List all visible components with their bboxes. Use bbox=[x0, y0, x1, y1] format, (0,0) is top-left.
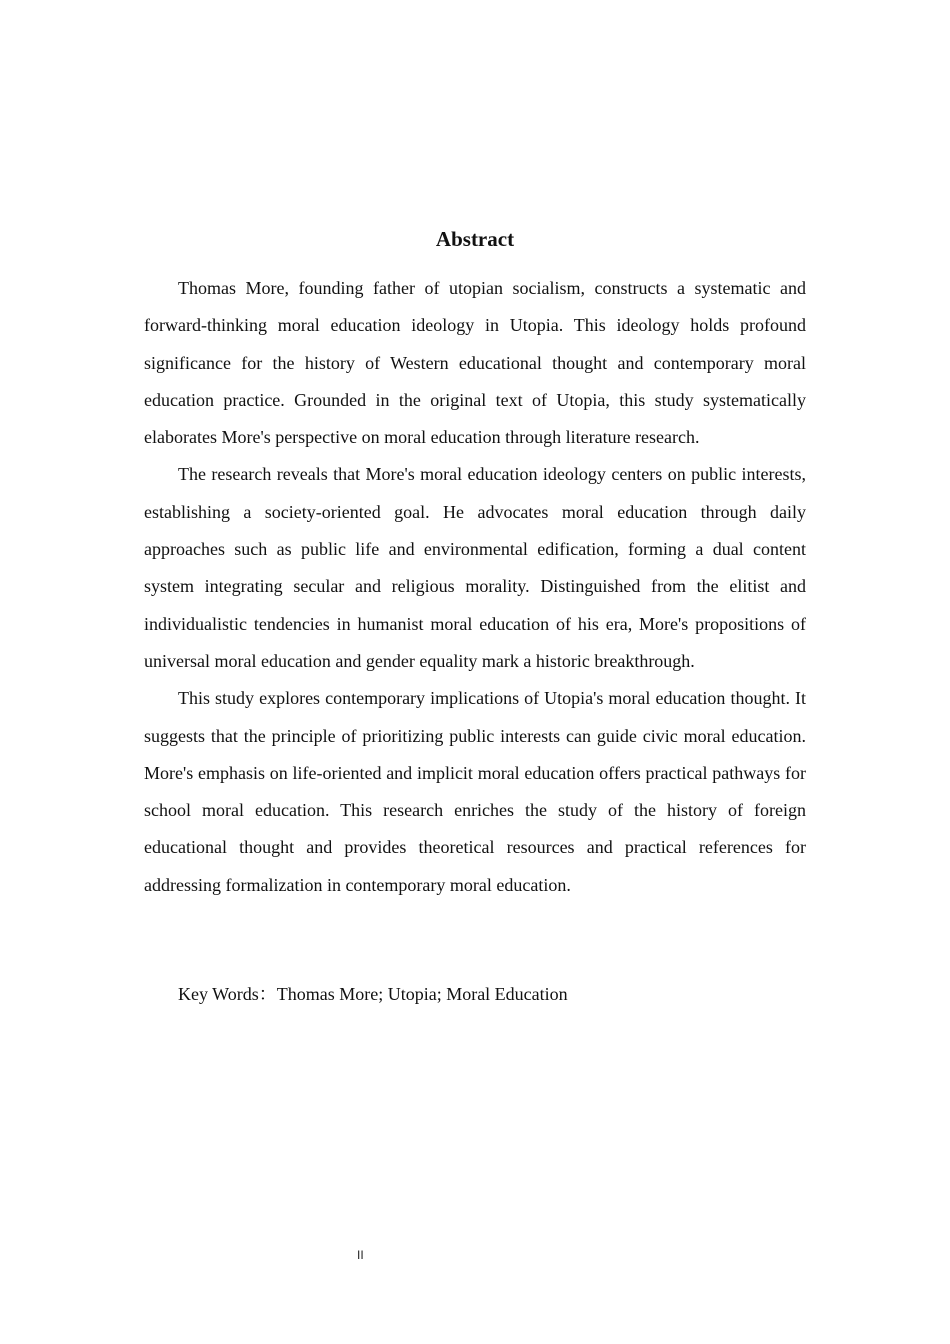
page-number: II bbox=[357, 1248, 364, 1262]
abstract-paragraph-3: This study explores contemporary implications of Utopia's moral education thought. It suggests that the principle of prioritizing public interests can guide civic moral education. More's emphasis on life-oriented and implicit moral education offers practical pathways for school moral education. This research enriches the study of the history of foreign educational thought and provides theoretical resources and practical references for addressing formalization in contemporary moral education. bbox=[144, 688, 806, 895]
abstract-body bbox=[144, 270, 806, 904]
abstract-paragraph-1: Thomas More, founding father of utopian socialism, constructs a systematic and forward-thinking moral education ideology in Utopia. This ideology holds profound significance for the history of Western educational thought and contemporary moral education practice. Grounded in the original text of Utopia, this study systematically elaborates More's perspective on moral education through literature research. bbox=[144, 278, 806, 448]
abstract-title: Abstract bbox=[435, 227, 515, 251]
keywords-label: Key Words： bbox=[178, 984, 277, 1004]
keywords-list: Thomas More; Utopia; Moral Education bbox=[276, 984, 568, 1004]
keywords-line bbox=[178, 976, 568, 1013]
abstract-paragraph-2: The research reveals that More's moral education ideology centers on public interests, establishing a society-oriented goal. He advocates moral education through daily approaches such as public life and environmental edification, forming a dual content system integrating secular and religious morality. Distinguished from the elitist and individualistic tendencies in humanist moral education of his era, More's propositions of universal moral education and gender equality mark a historic breakthrough. bbox=[144, 464, 806, 671]
